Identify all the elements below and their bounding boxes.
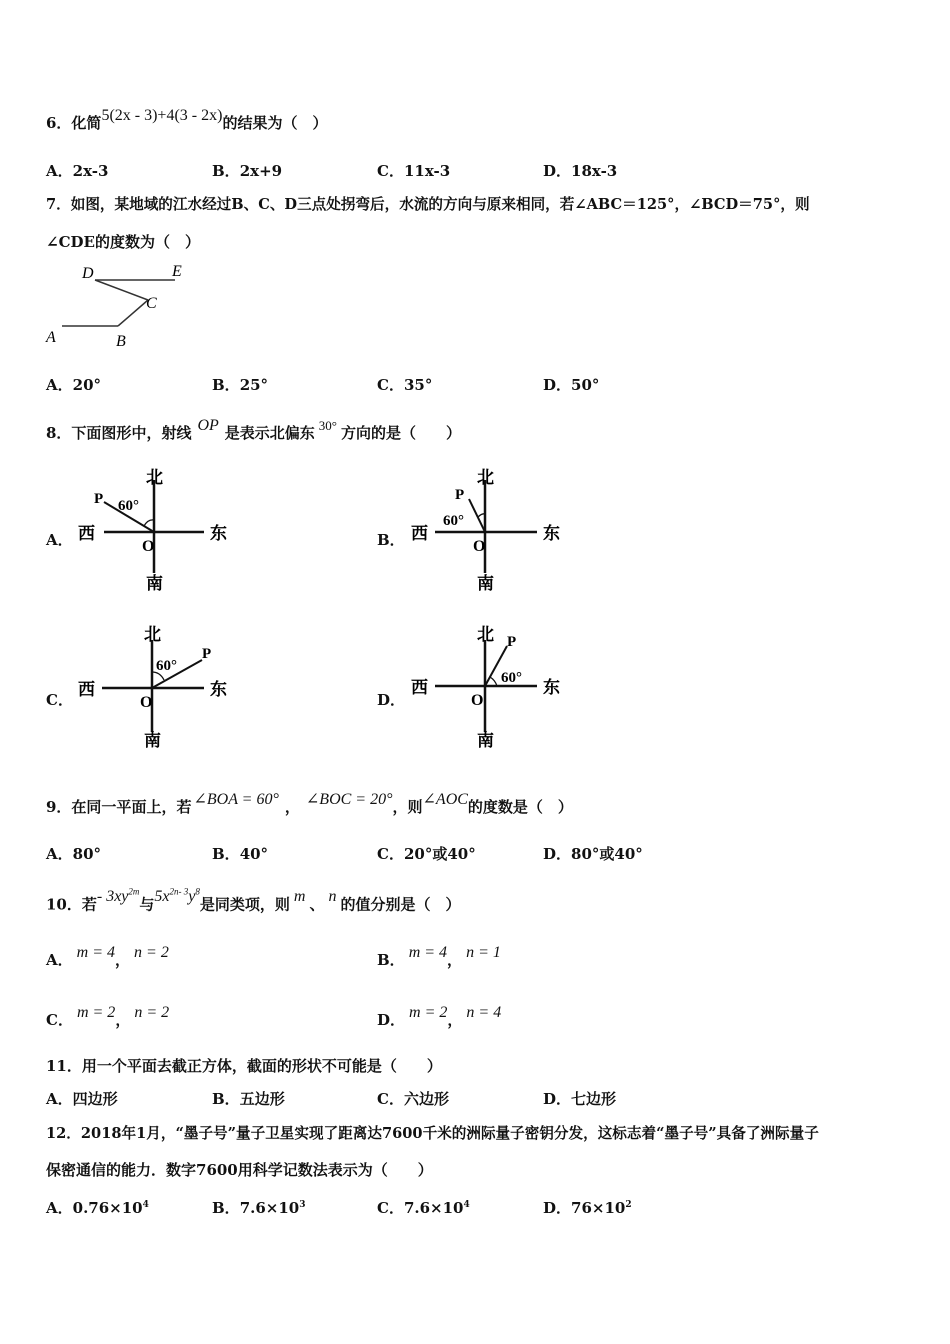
q6-option-b[interactable]: B．2x+9: [212, 162, 283, 180]
q8-option-a-compass[interactable]: [72, 465, 242, 595]
q9-condition-2: ∠BOC = 20°: [305, 791, 393, 808]
q8c-point: P: [202, 646, 212, 662]
q9-target-angle: ∠AOC: [422, 791, 468, 808]
q6-number: 6．化简: [46, 114, 102, 132]
q12-option-b[interactable]: B．$7.6\times 10^3$: [212, 1199, 306, 1217]
q8c-north: 北: [144, 625, 161, 645]
q8b-angle: 60°: [443, 513, 464, 529]
q10-stem: [46, 887, 461, 915]
q8a-origin: O: [142, 538, 155, 555]
q6-stem: [46, 107, 328, 134]
q8a-south: 南: [146, 574, 163, 594]
q11-stem: 11．用一个平面去截正方体，截面的形状不可能是（ ）: [46, 1057, 442, 1075]
q10-mid: 是同类项，则: [199, 895, 290, 914]
q9-option-d[interactable]: D．80°或40°: [543, 845, 643, 863]
q10-option-c[interactable]: C． m = 2， n = 2: [46, 1004, 170, 1029]
q8d-south: 南: [477, 731, 494, 751]
q7-stem-line1: 7．如图，某地域的江水经过B、C、D三点处拐弯后，水流的方向与原来相同，若∠ABC＝125°，∠BCD＝75°，则: [46, 196, 810, 213]
q8-option-a-label[interactable]: A．: [46, 531, 73, 549]
q8-option-b-compass[interactable]: [405, 465, 575, 595]
q8b-ray-op: [469, 499, 485, 532]
q7-option-b[interactable]: B．25°: [212, 376, 269, 394]
q7-label-b: B: [116, 333, 126, 350]
q7-stem-line2: ∠CDE的度数为（ ）: [46, 233, 200, 251]
q10-option-d[interactable]: D． m = 2， n = 4: [377, 1004, 502, 1029]
q8-tail: 方向的是（ ）: [341, 424, 462, 442]
q8d-point: P: [507, 634, 517, 650]
q8b-east: 东: [543, 524, 560, 544]
q7-label-e: E: [172, 263, 182, 280]
q6-option-a[interactable]: A．2x-3: [46, 162, 109, 180]
q8-option-b-label[interactable]: B．: [377, 531, 405, 549]
q8d-angle: 60°: [501, 670, 522, 686]
q9-then: ，则: [392, 798, 423, 816]
q9-option-a[interactable]: A．80°: [46, 845, 102, 863]
q10-n: n: [328, 888, 337, 906]
q11-option-d[interactable]: D．七边形: [543, 1090, 617, 1108]
q12-stem-line2: 保密通信的能力．数字7600用科学记数法表示为（ ）: [46, 1161, 433, 1179]
q11-option-c[interactable]: C．六边形: [377, 1090, 449, 1108]
q8-option-c-compass[interactable]: [72, 622, 242, 752]
q6-option-d[interactable]: D．18x-3: [543, 162, 618, 180]
q8b-point: P: [455, 487, 465, 503]
q10-number: 10．若: [46, 895, 97, 914]
q8b-origin: O: [473, 538, 486, 555]
q8b-south: 南: [477, 574, 494, 594]
q8c-angle: 60°: [156, 658, 177, 674]
q9-separator: ，: [284, 798, 300, 816]
q8-option-c-label[interactable]: C．: [46, 691, 73, 709]
q7-option-a[interactable]: A．20°: [46, 376, 102, 394]
q8-angle: 30°: [318, 418, 337, 433]
q6-option-c[interactable]: C．11x-3: [377, 162, 451, 180]
q7-segment-dc: [95, 280, 148, 300]
q8-mid: 是表示北偏东: [224, 424, 315, 442]
q8-option-d-label[interactable]: D．: [377, 691, 406, 709]
q8-stem: [46, 417, 462, 444]
q12-option-d[interactable]: D．$76\times 10^2$: [543, 1199, 632, 1217]
q12-stem-line1: 12．2018年1月，“墨子号”量子卫星实现了距离达7600千米的洲际量子密钥分发，这标志着“墨子号”具备了洲际量子: [46, 1125, 819, 1142]
q8a-point: P: [94, 491, 104, 507]
q8d-north: 北: [477, 625, 494, 645]
q10-term-2: $5x^{2n- 3}y^8$: [154, 887, 200, 906]
q6-tail: 的结果为（ ）: [222, 114, 328, 132]
q9-option-c[interactable]: C．20°或40°: [377, 845, 476, 863]
q7-label-a: A: [46, 329, 56, 346]
q8-number: 8．下面图形中，射线: [46, 424, 192, 442]
q7-river-figure: [40, 258, 200, 353]
q8d-origin: O: [471, 692, 484, 709]
q10-m: m: [293, 888, 306, 906]
q9-option-b[interactable]: B．40°: [212, 845, 269, 863]
q6-expression: 5(2x - 3)+4(3 - 2x): [101, 107, 223, 124]
q10-with: 与: [139, 895, 155, 914]
q7-label-d: D: [82, 265, 94, 282]
q10-dun: 、: [309, 895, 325, 914]
q7-label-c: C: [146, 295, 157, 312]
q9-stem: [46, 791, 573, 818]
q8c-origin: O: [140, 694, 153, 711]
q10-option-b[interactable]: B． m = 4， n = 1: [377, 944, 501, 969]
q10-term-1: - $3xy^{2m}$: [96, 887, 140, 906]
q8-ray-op: OP: [197, 417, 219, 434]
q9-condition-1: ∠BOA = 60°: [193, 791, 279, 808]
q8b-west: 西: [411, 524, 428, 544]
q8c-south: 南: [144, 731, 161, 751]
q8d-west: 西: [411, 678, 428, 698]
q11-option-a[interactable]: A．四边形: [46, 1090, 118, 1108]
q8-option-d-compass[interactable]: [405, 622, 575, 752]
q8a-east: 东: [210, 524, 227, 544]
q9-number: 9．在同一平面上，若: [46, 798, 192, 816]
q8c-west: 西: [78, 680, 95, 700]
q8b-north: 北: [477, 468, 494, 488]
q10-tail: 的值分别是（ ）: [340, 895, 461, 914]
q9-tail: 的度数是（ ）: [467, 798, 573, 816]
q7-segment-cb: [118, 300, 148, 326]
q8a-angle: 60°: [118, 498, 139, 514]
q7-option-d[interactable]: D．50°: [543, 376, 600, 394]
q8c-east: 东: [210, 680, 227, 700]
q10-option-a[interactable]: A． m = 4， n = 2: [46, 944, 169, 969]
q8a-north: 北: [146, 468, 163, 488]
q8d-east: 东: [543, 678, 560, 698]
q11-option-b[interactable]: B．五边形: [212, 1090, 285, 1108]
q12-option-a[interactable]: A．$0.76\times 10^4$: [46, 1199, 149, 1217]
q7-option-c[interactable]: C．35°: [377, 376, 433, 394]
q8a-west: 西: [78, 524, 95, 544]
q12-option-c[interactable]: C．$7.6\times 10^4$: [377, 1199, 470, 1217]
